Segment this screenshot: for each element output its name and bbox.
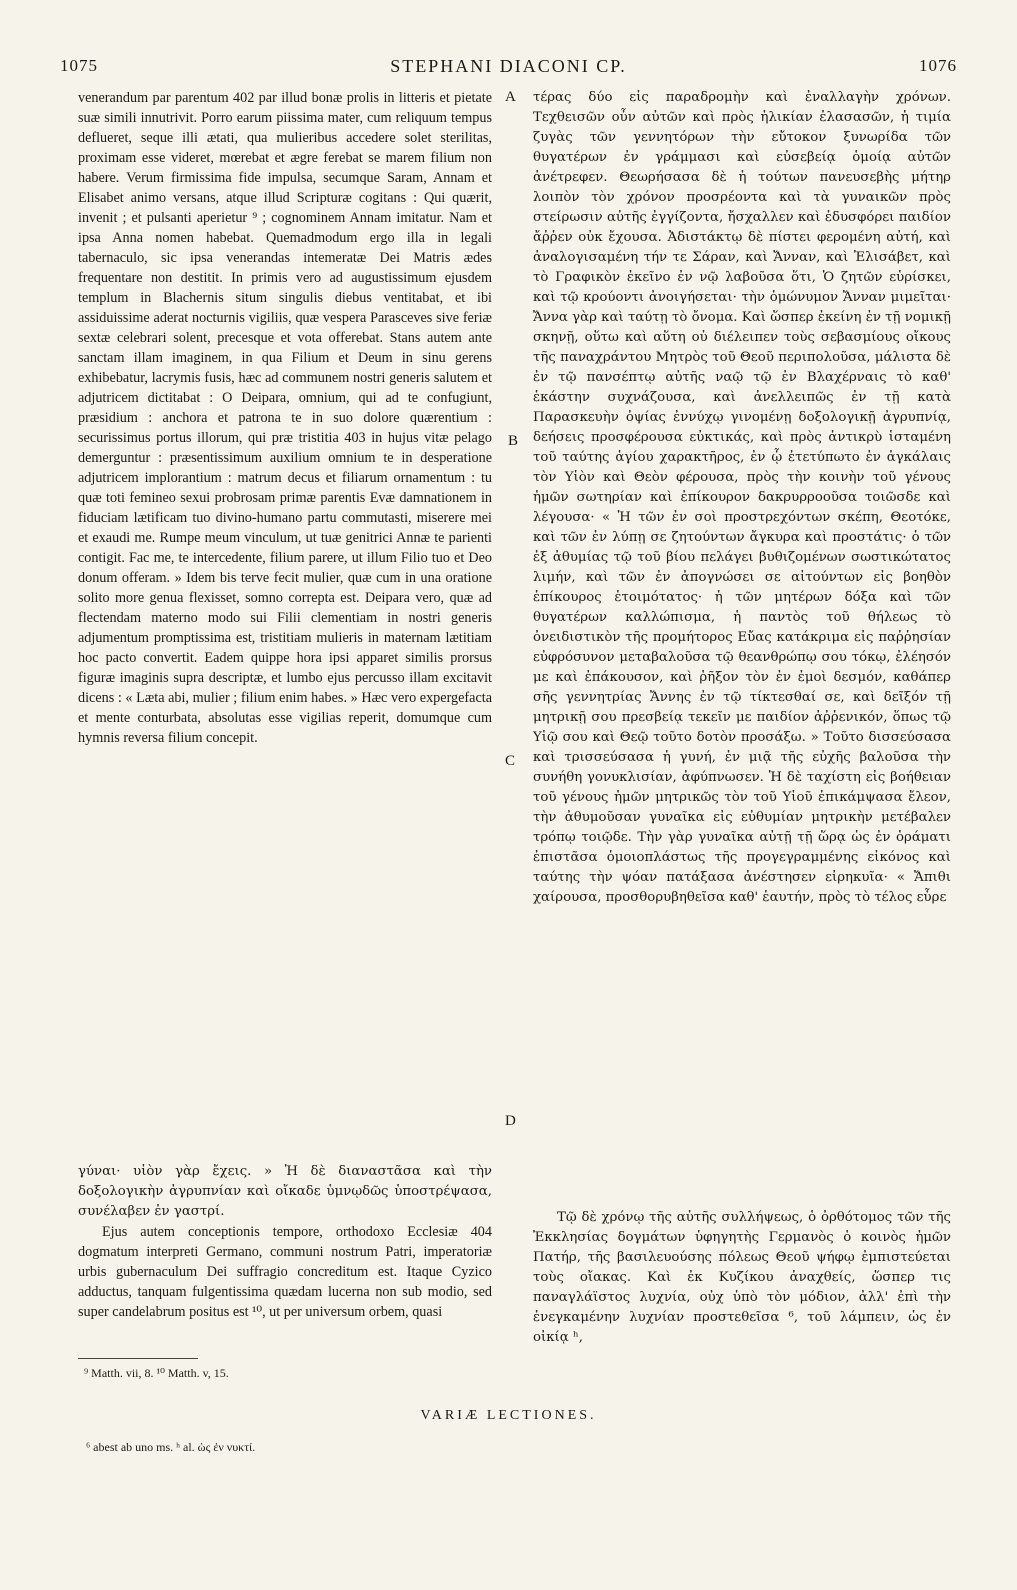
- greek-paragraph-1: τέρας δύο εἰς παραδρομὴν καὶ ἐναλλαγὴν χρόνων. Τεχθεισῶν οὖν αὐτῶν καὶ πρὸς ἡλικίαν ἐλασασῶν, ἡ τιμία ζυγὰς τῶν γεννητόρων τὴν εὔτοκον ξυνωρίδα τῶν θυγατέρων ἐν γράμμασι καὶ εὐσεβείᾳ ὁμοίᾳ αὐτῶν ἀνέτρεφεν. Θεωρήσασα δὲ ἡ τούτων πανευσεβὴς μήτηρ λοιπὸν τὸν χρόνον προσρέοντα καὶ τὰ γυναικῶν πρὸς στείρωσιν αὐτῆς ἐγγίζοντα, ἤσχαλλεν καὶ ἐδυσφόρει παιδίον ἄῤῥεν οὐκ ἔχουσα. Ἀδιστάκτῳ δὲ πίστει φερομένη αὐτή, καὶ ἀναλογισαμένη τήν τε Σάραν, καὶ Ἄνναν, καὶ Ἐλισάβετ, καὶ τὸ Γραφικὸν ἐκεῖνο ἐν νῷ λαβοῦσα ὅτι, Ὁ ζητῶν εὑρίσκει, καὶ τῷ κρούοντι ἀνοιγήσεται· τὴν ὁμώνυμον Ἄνναν μιμεῖται· Ἄννα γὰρ καὶ ταύτῃ τὸ ὄνομα. Καὶ ὥσπερ ἐκείνη ἐν τῇ νομικῇ σκηνῇ, οὕτω καὶ αὕτη οὐ διέλειπεν τοὺς σεβασμίους οἴκους τῆς παναχράντου Μητρὸς τοῦ Θεοῦ περιπολοῦσα, μάλιστα δὲ ἐν τῷ πανσέπτῳ αὐτῆς ναῷ τῷ ἐν Βλαχέρναις τὸ καθ' ἑκάστην συχνάζουσα, καὶ ἀνελλειπῶς ἐν τῇ κατὰ Παρασκευὴν ὀψίας ἐννύχῳ γινομένῃ δοξολογικῇ ἀγρυπνίᾳ, δεήσεις προσφέρουσα εὐκτικάς, καὶ πρὸς ἀντικρὺ ἱσταμένη τοῦ ταύτης ἁγίου χαρακτῆρος, ἐν ᾧ ἐτετύπωτο ἐν ἀγκάλαις τὸν Υἱὸν καὶ Θεὸν φέρουσα, πρὸς τὴν κοινὴν τοῦ γένους ἡμῶν σωτηρίαν καὶ ἐπίκουρον δακρυρροοῦσα τοιῶσδε καὶ λέγουσα· « Ἡ τῶν ἐν σοὶ προστρεχόντων σκέπη, Θεοτόκε, καὶ τῶν ἐν λύπῃ σε ζητούντων ἄγκυρα καὶ προστάτις· ὁ τῶν ἐξ ἀθυμίας τῷ τοῦ βίου πελάγει βυθιζομένων σωστικώτατος λιμήν, καὶ τῶν ἐν ἀπογνώσει σε αἰτούντων εἰς βοηθὸν ἐπίκουρος ἑτοιμότατος· ἡ τῶν μητέρων δόξα καὶ τῶν θυγατέρων καλλώπισμα, ἡ παντὸς τοῦ θήλεως τὸ ὀνειδιστικὸν τῆς προμήτορος Εὔας κατάκριμα εἰς παῤῥησίαν εὐφρόσυνον μεταβαλοῦσα τῷ θεανθρώπῳ σου τόκῳ, ἐλέησόν με καὶ ἐπάκουσον, καὶ ῥῆξον τὸν ἐν ἐμοὶ δεσμόν, καθάπερ σῆς γεννητρίας Ἄννης ἐν τῷ τίκτεσθαί σε, καὶ δεῖξόν τῇ μητρικῇ σου πρεσβείᾳ τεκεῖν με παιδίον ἀῤῥενικόν, ὅπως τῷ Υἱῷ σου καὶ Θεῷ τοῦτο δοτὸν προσάξω. » Τοῦτο δισσεύσασα καὶ τρισσεύσασα ἡ γυνή, ἐν μιᾷ τῆς εὐχῆς βαλοῦσα τὴν συνήθη γονυκλισίαν, ἀφύπνωσεν. Ἡ δὲ ταχίστη εἰς βοήθειαν τοῦ γένους ἡμῶν μητρικῶς τὸν τοῦ Υἱοῦ ἐπικάμψασα ἔλεον, τὴν ἀθυμοῦσαν γυναῖκα εἰς εὐθυμίαν μητρικὴν μετέβαλεν τρόπῳ τοιῷδε. Τὴν γὰρ γυναῖκα αὐτῇ τῇ ὥρᾳ ὡς ἐν ὁράματι ἐπιστᾶσα ὁμοιοπλάστως τῆς προγεγραμμένης εἰκόνος καὶ ταύτης τὴν ψόαν πατάξασα ἀνέστησεν εἰρηκυῖα· « Ἄπιθι χαίρουσα, προσθορυβηθεῖσα καθ' ἑαυτήν, πρὸς τὸ τέλος εὗρε: [533, 90, 951, 905]
- column-number-left: 1075: [60, 56, 98, 75]
- greek-column-2: [533, 1208, 951, 1348]
- footnote-rule: [78, 1358, 198, 1359]
- latin-column: [78, 88, 492, 748]
- variae-lectiones-heading: VARIÆ LECTIONES.: [420, 1408, 597, 1423]
- latin-paragraph-2: [78, 1208, 492, 1336]
- running-title: STEPHANI DIACONI CP.: [390, 56, 627, 76]
- greek-column: [533, 88, 951, 908]
- margin-marker-d: D: [505, 1113, 516, 1129]
- variant-readings: ⁶ abest ab uno ms. ʰ al. ὡς ἐν νυκτί.: [86, 1440, 256, 1454]
- latin-paragraph-2-text: Ejus autem conceptionis tempore, orthodoxo Ecclesiæ 404 dogmatum interpreti Germano, communi nostrum Patri, imperatoriæ urbis gubernaculum Dei suffragio concreditum est. Itaque Cyzico adductus, tanquam fulgentissima quædam lucerna non sub modio, sed super candelabrum positus est ¹⁰, ut per universum orbem, quasi: [78, 1224, 492, 1321]
- greek-paragraph-2: Τῷ δὲ χρόνῳ τῆς αὐτῆς συλλήψεως, ὁ ὀρθότομος τῶν τῆς Ἐκκλησίας δογμάτων ὑφηγητὴς Γερμανὸς ὁ κοινὸς ἡμῶν Πατήρ, τῆς βασιλευούσης πόλεως Θεοῦ ψήφῳ ἐμπιστεύεται τοὺς οἴακας. Καὶ ἐκ Κυζίκου ἀναχθείς, ὥσπερ τις παναγλάϊστος λυχνία, οὐχ ὑπὸ τὸν μόδιον, ἀλλ' ἐπὶ τὴν ἐνεγκαμένην λυχνίαν προστεθεῖσα ⁶, τοῦ λάμπειν, ὡς ἐν οἰκίᾳ ʰ,: [533, 1210, 951, 1345]
- greek-continuation: γύναι· υἱὸν γὰρ ἔχεις. » Ἡ δὲ διαναστᾶσα καὶ τὴν δοξολογικὴν ἀγρυπνίαν καὶ οἴκαδε ὑμνῳδῶς ὑποστρέψασα, συνέλαβεν ἐν γαστρί.: [78, 1164, 492, 1219]
- margin-marker-a: A: [505, 89, 516, 105]
- footnote-references: ⁹ Matth. vii, 8. ¹⁰ Matth. v, 15.: [84, 1366, 229, 1380]
- margin-marker-b: B: [508, 433, 519, 449]
- column-number-right: 1076: [919, 56, 957, 75]
- latin-paragraph-1: venerandum par parentum 402 par illud bonæ prolis in litteris et pietate suæ simili innutrivit. Porro earum piissima mater, cum reliquum tempus deflueret, seque illi ætati, qua mulieribus accedere solet sterilitas, proximam esse videret, mœrebat et ægre ferebat se marem filium non habere. Verum firmissima fide impulsa, secumque Saram, Annam et Elisabet animo versans, atque illud Scripturæ cogitans : Qui quærit, invenit ; et pulsanti aperietur ⁹ ; cognominem Annam imitatur. Nam et ipsa Anna nomen habebat. Quemadmodum ergo illa in legali tabernaculo, sic ipsa venerandas intemeratæ Dei Matris ædes frequentare non destitit. In primis vero ad augustissimum ejusdem templum in Blachernis situm singulis diebus ventitabat, et ibi assiduissime aderat nocturnis vigiliis, quæ vespera Parasceves sive feriæ sextæ celebrari solent, precesque et vota offerebat. Stans autem ante sanctam illam imaginem, in qua Filium et Deum in sinu gerens exhibebatur, lacrymis fusis, hæc ad communem nostri generis salutem et adjutricem dictitabat : O Deipara, omnium, qui ad te confugiunt, præsidium : anchora et patrona te in suo dolore quærentium : securissimus portus illorum, qui præ tristitia 403 in hujus vitæ pelago demerguntur : præsentissimum auxilium omnium te in desperatione adjutricem implorantium : matrum decus et filiarum ornamentum : tu quæ toti femineo sexui probrosam primæ parentis Evæ damnationem in fiduciam lætificam tuo divino-humano partu commutasti, miserere mei et exaudi me. Rumpe meum vinculum, ut tuæ genitrici Annæ te parienti contigit. Fac me, te intercedente, filium parere, ut illum Filio tuo et Deo donum offeram. » Idem bis terve fecit mulier, quæ cum in una oratione solito more genua flexisset, somno correpta est. Deipara vero, quæ ad flectendam materno modo sui Filii clementiam in nostri generis adjumentum promptissima est, tristitiam mulieris in maternam lætitiam hoc pacto convertit. Eadem quippe hora ipsi apparet similis prorsus figuræ imaginis supra descriptæ, et lumbo ejus percusso illam excitavit dicens : « Læta abi, mulier ; filium enim habes. » Hæc vero expergefacta et mente conturbata, absolutas esse vigilias reperit, domumque cum hymnis reversa filium concepit.: [78, 90, 492, 746]
- margin-marker-c: C: [505, 753, 516, 769]
